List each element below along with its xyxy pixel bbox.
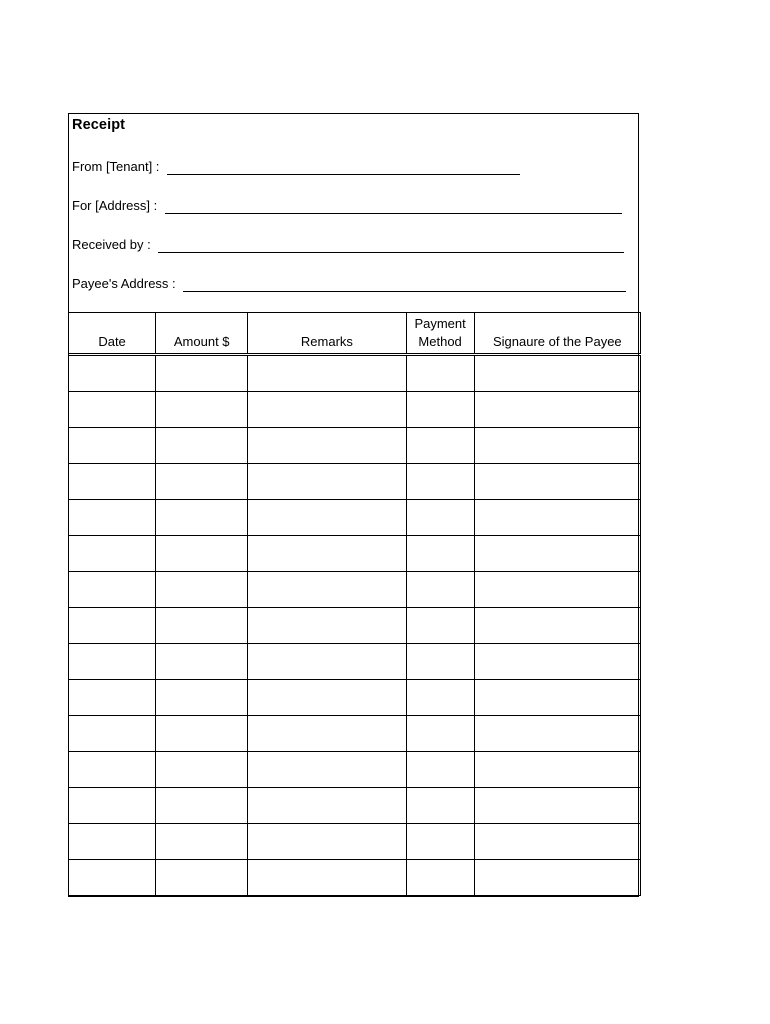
cell-amount[interactable] [156,464,248,500]
cell-signature[interactable] [474,428,640,464]
cell-payment-method[interactable] [406,500,474,536]
cell-signature[interactable] [474,355,640,392]
cell-payment-method[interactable] [406,392,474,428]
cell-date[interactable] [69,860,156,896]
table-row [69,464,641,500]
cell-remarks[interactable] [248,608,406,644]
cell-signature[interactable] [474,464,640,500]
cell-signature[interactable] [474,572,640,608]
receipt-title: Receipt [72,117,126,133]
cell-amount[interactable] [156,536,248,572]
cell-signature[interactable] [474,392,640,428]
cell-remarks[interactable] [248,355,406,392]
cell-amount[interactable] [156,716,248,752]
cell-signature[interactable] [474,860,640,896]
header-amount: Amount $ [156,313,248,355]
for-address-blank-line[interactable] [165,199,622,214]
cell-date[interactable] [69,680,156,716]
cell-payment-method[interactable] [406,788,474,824]
cell-date[interactable] [69,752,156,788]
cell-signature[interactable] [474,680,640,716]
cell-remarks[interactable] [248,500,406,536]
cell-payment-method[interactable] [406,355,474,392]
cell-signature[interactable] [474,644,640,680]
cell-amount[interactable] [156,355,248,392]
for-address-label: For [Address] : [72,198,161,213]
cell-amount[interactable] [156,572,248,608]
cell-remarks[interactable] [248,716,406,752]
for-address-field [72,196,622,214]
header-remarks: Remarks [248,313,406,355]
cell-date[interactable] [69,536,156,572]
cell-date[interactable] [69,464,156,500]
cell-amount[interactable] [156,860,248,896]
table-row [69,752,641,788]
cell-date[interactable] [69,392,156,428]
cell-amount[interactable] [156,500,248,536]
cell-signature[interactable] [474,752,640,788]
cell-amount[interactable] [156,608,248,644]
cell-remarks[interactable] [248,680,406,716]
cell-payment-method[interactable] [406,860,474,896]
table-row [69,680,641,716]
cell-payment-method[interactable] [406,428,474,464]
payee-address-label: Payee's Address : [72,276,180,291]
cell-date[interactable] [69,608,156,644]
header-date: Date [69,313,156,355]
cell-remarks[interactable] [248,752,406,788]
cell-date[interactable] [69,716,156,752]
payee-address-field [72,274,626,292]
cell-payment-method[interactable] [406,572,474,608]
cell-remarks[interactable] [248,860,406,896]
header-payment-method-line1: Payment [414,316,466,331]
received-by-field [72,235,624,253]
cell-amount[interactable] [156,752,248,788]
table-row [69,788,641,824]
cell-payment-method[interactable] [406,680,474,716]
cell-date[interactable] [69,572,156,608]
cell-payment-method[interactable] [406,536,474,572]
cell-signature[interactable] [474,788,640,824]
cell-remarks[interactable] [248,464,406,500]
table-row [69,500,641,536]
table-header-row [69,313,641,355]
cell-date[interactable] [69,788,156,824]
from-tenant-field [72,157,520,175]
ledger-body [69,355,641,896]
cell-payment-method[interactable] [406,716,474,752]
cell-amount[interactable] [156,644,248,680]
cell-remarks[interactable] [248,392,406,428]
table-row [69,536,641,572]
cell-remarks[interactable] [248,824,406,860]
table-row [69,428,641,464]
cell-amount[interactable] [156,680,248,716]
table-row [69,572,641,608]
cell-date[interactable] [69,500,156,536]
payee-address-blank-line[interactable] [183,277,626,292]
cell-remarks[interactable] [248,644,406,680]
received-by-blank-line[interactable] [158,238,624,253]
payment-ledger-table [68,312,641,896]
cell-signature[interactable] [474,824,640,860]
cell-amount[interactable] [156,428,248,464]
cell-payment-method[interactable] [406,644,474,680]
from-tenant-blank-line[interactable] [167,160,520,175]
cell-signature[interactable] [474,716,640,752]
cell-payment-method[interactable] [406,608,474,644]
cell-remarks[interactable] [248,572,406,608]
cell-date[interactable] [69,428,156,464]
cell-remarks[interactable] [248,536,406,572]
cell-date[interactable] [69,824,156,860]
table-row [69,608,641,644]
from-tenant-label: From [Tenant] : [72,159,164,174]
cell-amount[interactable] [156,788,248,824]
table-row [69,716,641,752]
header-payment-method [406,313,474,355]
cell-amount[interactable] [156,392,248,428]
table-row [69,355,641,392]
table-row [69,392,641,428]
cell-payment-method[interactable] [406,464,474,500]
cell-signature[interactable] [474,500,640,536]
cell-date[interactable] [69,355,156,392]
table-row [69,644,641,680]
cell-remarks[interactable] [248,428,406,464]
table-row [69,860,641,896]
header-signature: Signaure of the Payee [474,313,640,355]
cell-signature[interactable] [474,536,640,572]
header-payment-method-line2: Method [418,334,462,349]
table-row [69,824,641,860]
cell-remarks[interactable] [248,788,406,824]
cell-date[interactable] [69,644,156,680]
cell-payment-method[interactable] [406,824,474,860]
cell-payment-method[interactable] [406,752,474,788]
cell-signature[interactable] [474,608,640,644]
received-by-label: Received by : [72,237,155,252]
cell-amount[interactable] [156,824,248,860]
